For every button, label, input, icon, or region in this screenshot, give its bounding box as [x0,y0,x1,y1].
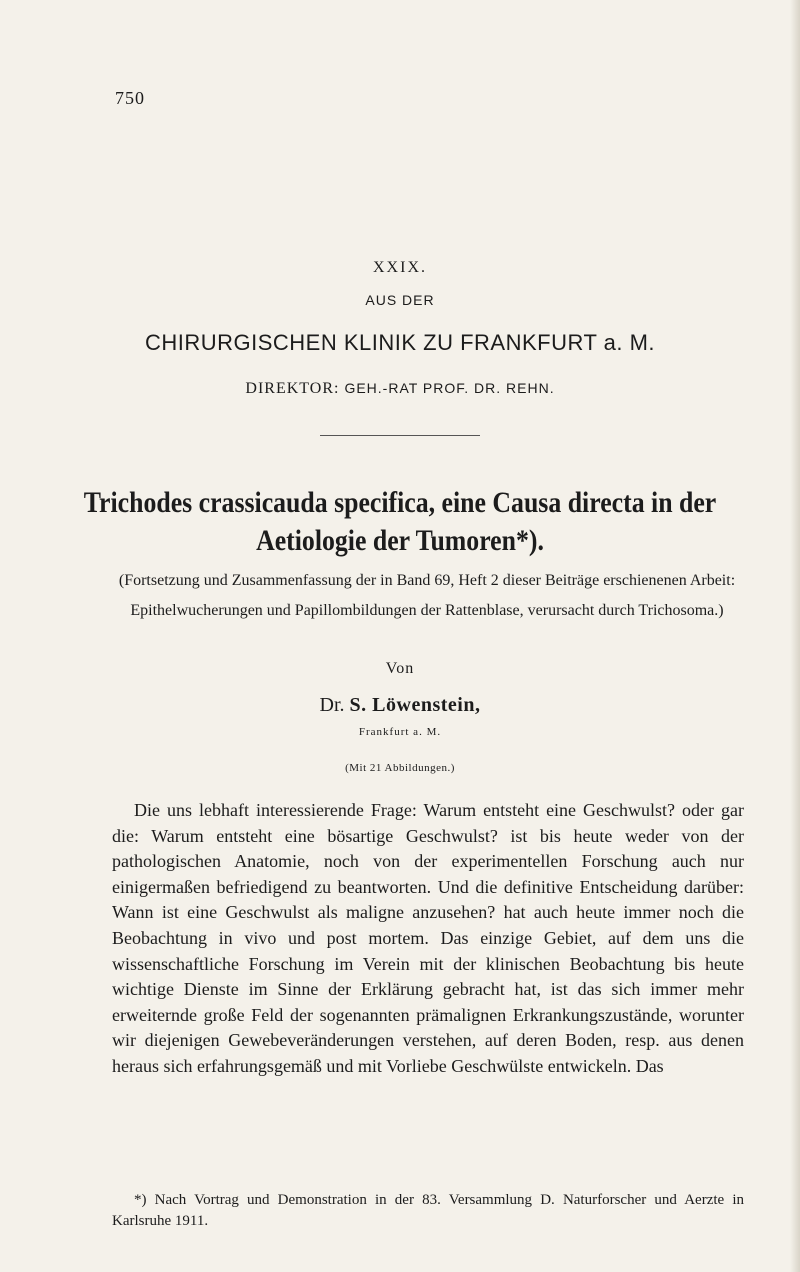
author-line [0,694,800,717]
title-line-1: Trichodes crassicauda specifica, eine Causa directa in der [83,486,717,519]
director-name: GEH.-RAT PROF. DR. REHN. [344,380,555,396]
author-title: Dr. [319,694,345,716]
figures-note: (Mit 21 Abbildungen.) [345,762,455,774]
director-prefix: DIREKTOR: [245,380,340,397]
page-number: 750 [115,88,145,108]
section-number: XXIX. [373,259,427,276]
director-line [0,380,800,398]
von-line: Von [385,660,415,677]
author-city: Frankfurt a. M. [358,726,442,738]
aus-der-line: AUS DER [365,292,435,308]
footnote: *) Nach Vortrag und Demonstration in der 83. Versammlung D. Naturforscher und Aerzte in Karlsruhe 1911. [112,1192,744,1229]
clinic-heading: CHIRURGISCHEN KLINIK ZU FRANKFURT a. M. [144,330,656,355]
page-edge-shadow [790,0,800,1272]
body-text [112,798,744,1080]
article-title [56,484,744,560]
title-line-2: Aetiologie der Tumoren*). [256,524,544,557]
section-divider [320,435,480,436]
article-subtitle: (Fortsetzung und Zusammenfassung der in Band 69, Heft 2 dieser Beiträge erschienenen Arbeit: Epithelwucherungen und Papillombildungen der Rattenblase, verursacht durch Trichosoma.) [118,572,736,619]
author-name: S. Löwenstein, [349,694,481,716]
body-paragraph: Die uns lebhaft interessierende Frage: Warum entsteht eine Geschwulst? oder gar die: Warum entsteht eine bösartige Geschwulst? ist bis heute weder von der pathologischen Anatomie, noch von der experimentellen Forschung auch nur einigermaßen befriedigend zu beantworten. Und die definitive Entscheidung darüber: Wann ist eine Geschwulst als maligne anzusehen? hat auch heute immer noch die Beobachtung in vivo und post mortem. Das einzige Gebiet, auf dem uns die wissenschaftliche Forschung im Verein mit der klinischen Beobachtung bis heute wichtige Dienste im Sinne der Erklärung gebracht hat, ist das sich immer mehr erweiternde große Feld der sogenannten prämalignen Erkrankungszustände, worunter wir diejenigen Gewebeveränderungen verstehen, auf deren Boden, resp. aus denen heraus sich erfahrungsgemäß und mit Vorliebe Geschwülste entwickeln. Das [112,800,744,1076]
